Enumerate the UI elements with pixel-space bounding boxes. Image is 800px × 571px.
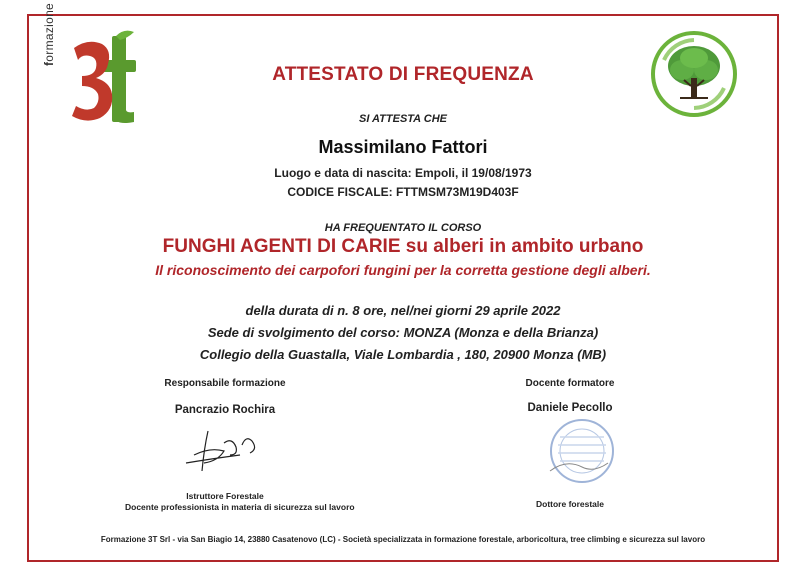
course-title: FUNGHI AGENTI DI CARIE su alberi in ambito urbano	[162, 236, 644, 257]
left-title-line1: Istruttore Forestale	[186, 491, 264, 501]
right-signatory-title: Dottore forestale	[535, 499, 604, 509]
participant-name: Massimilano Fattori	[318, 137, 488, 157]
left-title-line2: Docente professionista in materia di sicurezza sul lavoro	[125, 502, 355, 512]
left-signatory-role: Responsabile formazione	[164, 378, 286, 389]
certificate-title: ATTESTATO DI FREQUENZA	[272, 64, 534, 85]
professional-stamp	[536, 417, 628, 485]
logo-wordmark: formazione	[42, 2, 56, 66]
handwritten-signature	[180, 425, 270, 480]
course-venue: Sede di svolgimento del corso: MONZA (Monza e della Brianza)	[207, 325, 599, 340]
footer-company-info: Formazione 3T Srl - via San Biagio 14, 23880 Casatenovo (LC) - Società specializzata in formazione forestale, arboricoltura, tree climbing e sicurezza sul lavoro	[100, 535, 706, 544]
left-signatory-name: Pancrazio Rochira	[174, 404, 276, 416]
attests-label: SI ATTESTA CHE	[359, 113, 447, 125]
tax-code: CODICE FISCALE: FTTMSM73M19D403F	[287, 185, 519, 199]
birth-info: Luogo e data di nascita: Empoli, il 19/08/1973	[274, 166, 532, 180]
attended-label: HA FREQUENTATO IL CORSO	[324, 222, 482, 234]
course-subtitle: Il riconoscimento dei carpofori fungini per la corretta gestione degli alberi.	[155, 262, 651, 278]
course-details	[27, 300, 779, 366]
right-signatory-name: Daniele Pecollo	[527, 402, 613, 414]
left-signatory-title	[125, 491, 355, 513]
course-duration: della durata di n. 8 ore, nel/nei giorni 29 aprile 2022	[245, 303, 561, 318]
course-address: Collegio della Guastalla, Viale Lombardia , 180, 20900 Monza (MB)	[199, 347, 607, 362]
right-signatory-role: Docente formatore	[525, 378, 615, 389]
